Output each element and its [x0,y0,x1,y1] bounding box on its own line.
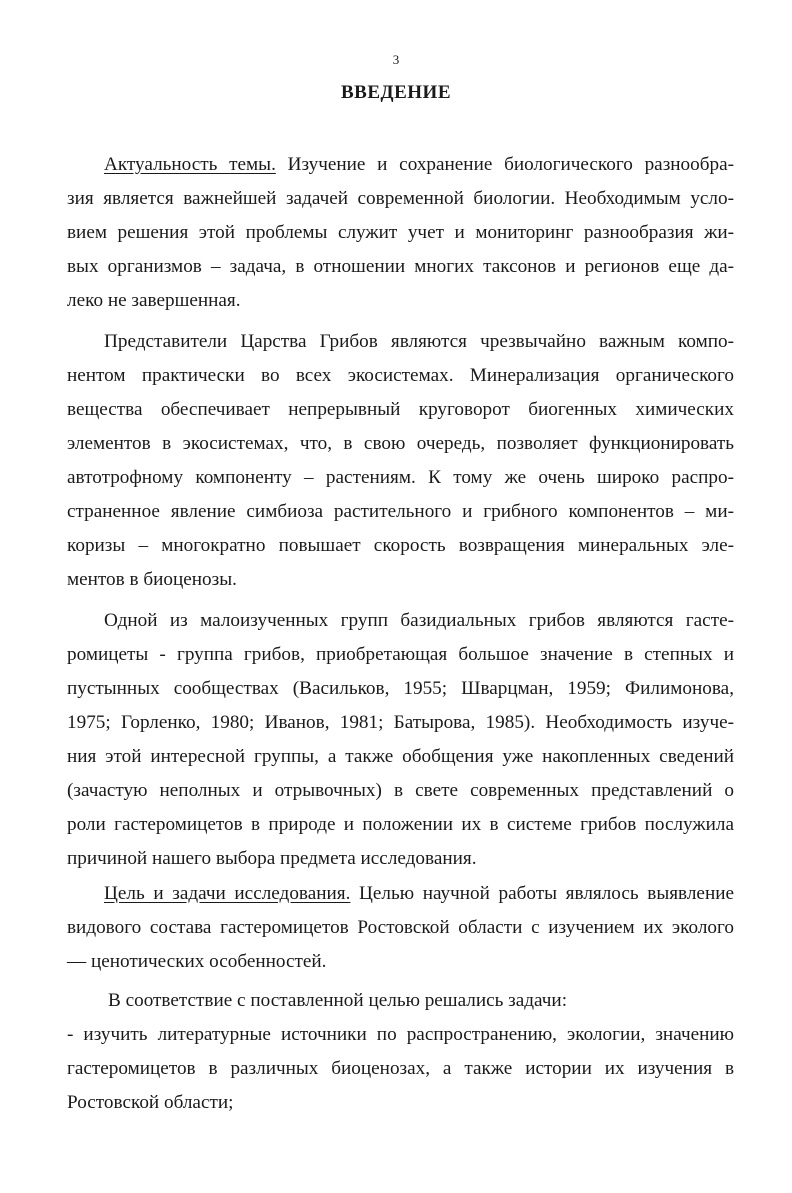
paragraph3-line: 1975; Горленко, 1980; Иванов, 1981; Батырова, 1985). Необходимость изуче- [67,712,734,733]
paragraph2-line: автотрофному компоненту – растениям. К тому же очень широко распро- [67,467,734,488]
task1-line: - изучить литературные источники по распространению, экологии, значению [67,1024,734,1045]
section2-line1-text: Целью научной работы являлось выявление [350,883,734,904]
paragraph3-line: роли гастеромицетов в природе и положении их в системе грибов послужила [67,814,734,835]
paragraph2-line: страненное явление симбиоза растительного и грибного компонентов – ми- [67,501,734,522]
section2-first-line [104,882,734,906]
section2-line2: видового состава гастеромицетов Ростовской области с изучением их эколого [67,917,734,938]
section2-line3: — ценотических особенностей. [67,951,327,972]
section1-line2: зия является важнейшей задачей современной биологии. Необходимым усло- [67,188,734,209]
paragraph3-line: Одной из малоизученных групп базидиальных грибов являются гасте- [104,610,734,631]
task1-line: Ростовской области; [67,1092,234,1113]
page-title: ВВЕДЕНИЕ [341,82,451,103]
section1-first-line [104,153,734,177]
paragraph3-line: (зачастую неполных и отрывочных) в свете современных представлений о [67,780,734,801]
paragraph3-line: ромицеты - группа грибов, приобретающая большое значение в степных и [67,644,734,665]
tasks-intro: В соответствие с поставленной целью решались задачи: [108,990,568,1011]
section1-line5: леко не завершенная. [67,290,241,311]
section1-line4: вых организмов – задача, в отношении многих таксонов и регионов еще да- [67,256,734,277]
section1-title: Актуальность темы. [104,154,276,175]
paragraph3-line: причиной нашего выбора предмета исследования. [67,848,477,869]
paragraph2-line: ментов в биоценозы. [67,569,237,590]
page-number: 3 [392,52,400,67]
task1-line: гастеромицетов в различных биоценозах, а также истории их изучения в [67,1058,734,1079]
paragraph2-line: коризы – многократно повышает скорость возвращения минеральных эле- [67,535,734,556]
section1-line1-text: Изучение и сохранение биологического разнообра- [275,154,734,175]
section2-title: Цель и задачи исследования. [104,883,351,904]
paragraph2-line: Представители Царства Грибов являются чрезвычайно важным компо- [104,331,734,352]
paragraph3-line: ния этой интересной группы, а также обобщения уже накопленных сведений [67,746,734,767]
paragraph2-line: элементов в экосистемах, что, в свою очередь, позволяет функционировать [67,433,734,454]
section1-line3: вием решения этой проблемы служит учет и мониторинг разнообразия жи- [67,222,734,243]
paragraph2-line: вещества обеспечивает непрерывный круговорот биогенных химических [67,399,734,420]
paragraph3-line: пустынных сообществах (Васильков, 1955; Шварцман, 1959; Филимонова, [67,678,734,699]
paragraph2-line: нентом практически во всех экосистемах. Минерализация органического [67,365,734,386]
